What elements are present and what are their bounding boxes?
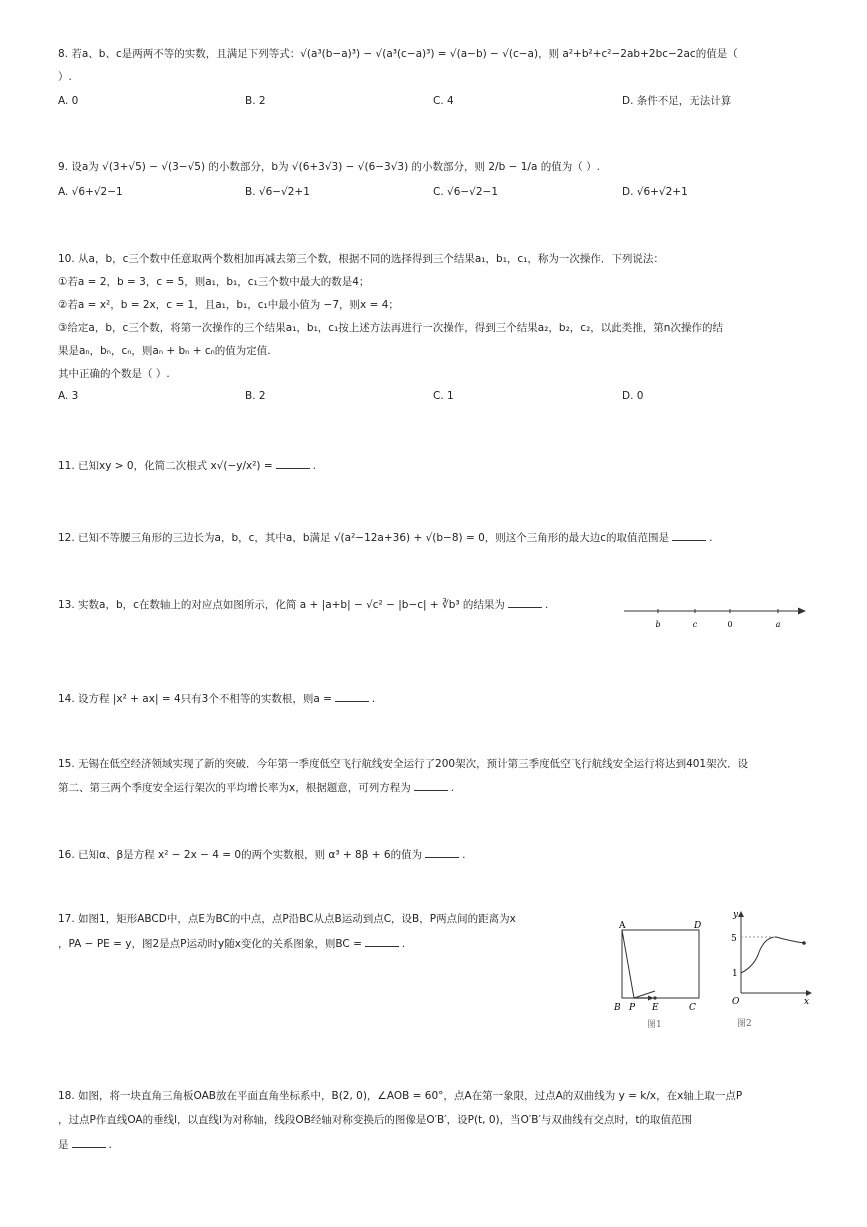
q10-line2: ①若a = 2，b = 3，c = 5，则a₁，b₁，c₁三个数中最大的数是4； [58, 276, 370, 288]
label-A: A [619, 921, 626, 931]
label-D: D [694, 921, 702, 931]
q8-option-b: B. 2 [245, 95, 266, 107]
q10-line3: ②若a = x²，b = 2x，c = 1，且a₁，b₁，c₁中最小值为 −7，则x = 4； [58, 299, 399, 311]
answer-blank[interactable] [508, 597, 542, 608]
q8-option-a: A. 0 [58, 95, 79, 107]
q10-line5: 果是aₙ，bₙ，cₙ，则aₙ + bₙ + cₙ的值为定值. [58, 345, 271, 357]
q12-stem: 12. 已知不等腰三角形的三边长为a，b，c，其中a，b满足 √(a²−12a+36) + √(b−8) = 0，则这个三角形的最大边c的取值范围是 . [58, 532, 713, 544]
tick-1: 1 [732, 969, 738, 979]
q8-option-d: D. 条件不足，无法计算 [622, 95, 732, 107]
label-E: E [652, 1003, 659, 1013]
label-C: C [689, 1003, 696, 1013]
axis-x-label: x [804, 997, 810, 1007]
q8-stem: 8. 若a、b、c是两两不等的实数，且满足下列等式：√(a³(b−a)³) − √(a³(c−a)³) = √(a−b) − √(c−a)，则 a²+b²+c²−2ab+2bc−2ac的值是（ [58, 48, 738, 60]
q9-option-a: A. √6+√2−1 [58, 186, 123, 198]
q10-line4: ③给定a，b，c三个数，将第一次操作的三个结果a₁，b₁，c₁按上述方法再进行一次操作，得到三个结果a₂，b₂，c₂，以此类推，第n次操作的结 [58, 322, 723, 334]
label-P: P [629, 1003, 636, 1013]
q10-line1: 10. 从a，b，c三个数中任意取两个数相加再减去第三个数，根据不同的选择得到三个结果a₁，b₁，c₁，称为一次操作．下列说法： [58, 253, 664, 265]
q10-line6: 其中正确的个数是（ ）. [58, 368, 170, 380]
answer-blank[interactable] [72, 1137, 106, 1148]
answer-blank[interactable] [276, 458, 310, 469]
answer-blank[interactable] [335, 691, 369, 702]
q15-line2: 第二、第三两个季度安全运行架次的平均增长率为x，根据题意，可列方程为 . [58, 782, 455, 794]
answer-blank[interactable] [672, 530, 706, 541]
axis-label-c: c [692, 620, 698, 629]
fig1-caption: 图1 [647, 1020, 662, 1030]
graph-figure-2 [728, 905, 818, 1030]
label-B: B [614, 1003, 621, 1013]
q18-line1: 18. 如图，将一块直角三角板OAB放在平面直角坐标系中，B(2, 0)，∠AOB = 60°，点A在第一象限，过点A的双曲线为 y = k/x，在x轴上取一点P [58, 1090, 743, 1102]
q11-stem: 11. 已知xy > 0，化简二次根式 x√(−y/x²) = . [58, 460, 317, 472]
fig2-caption: 图2 [737, 1019, 752, 1029]
q9-option-d: D. √6+√2+1 [622, 186, 688, 198]
rectangle-figure-1 [610, 915, 710, 1030]
q15-line1: 15. 无锡在低空经济领域实现了新的突破．今年第一季度低空飞行航线安全运行了200架次，预计第三季度低空飞行航线安全运行将达到401架次．设 [58, 758, 749, 770]
q10-option-c: C. 1 [433, 390, 454, 402]
answer-blank[interactable] [425, 847, 459, 858]
q8-option-c: C. 4 [433, 95, 454, 107]
q18-line3: 是 . [58, 1139, 112, 1151]
q10-option-d: D. 0 [622, 390, 644, 402]
origin-label: O [732, 997, 740, 1007]
q9-option-b: B. √6−√2+1 [245, 186, 310, 198]
q14-stem: 14. 设方程 |x² + ax| = 4只有3个不相等的实数根，则a = . [58, 693, 376, 705]
q18-line2: ，过点P作直线OA的垂线l，以直线l为对称轴，线段OB经轴对称变换后的图像是O′B′，设P(t, 0)，当O′B′与双曲线有交点时，t的取值范围 [58, 1114, 692, 1126]
q16-stem: 16. 已知α、β是方程 x² − 2x − 4 = 0的两个实数根，则 α³ + 8β + 6的值为 . [58, 849, 466, 861]
axis-label-0: 0 [727, 620, 733, 629]
tick-5: 5 [731, 934, 737, 944]
axis-label-a: a [775, 620, 781, 629]
q9-stem: 9. 设a为 √(3+√5) − √(3−√5) 的小数部分，b为 √(6+3√3) − √(6−3√3) 的小数部分，则 2/b − 1/a 的值为（ ）. [58, 161, 600, 173]
q17-line2: ，PA − PE = y，图2是点P运动时y随x变化的关系图象，则BC = . [58, 938, 406, 950]
answer-blank[interactable] [414, 780, 448, 791]
axis-label-b: b [655, 620, 661, 629]
q13-stem: 13. 实数a，b，c在数轴上的对应点如图所示，化简 a + |a+b| − √c² − |b−c| + ∛b³ 的结果为 . [58, 599, 549, 611]
number-line-figure [620, 600, 810, 634]
q8-stem-end: ）. [58, 71, 72, 83]
q10-option-a: A. 3 [58, 390, 79, 402]
axis-y-label: y [733, 910, 739, 920]
q17-line1: 17. 如图1，矩形ABCD中，点E为BC的中点，点P沿BC从点B运动到点C，设B，P两点间的距离为x [58, 913, 516, 925]
q10-option-b: B. 2 [245, 390, 266, 402]
answer-blank[interactable] [365, 936, 399, 947]
q9-option-c: C. √6−√2−1 [433, 186, 499, 198]
